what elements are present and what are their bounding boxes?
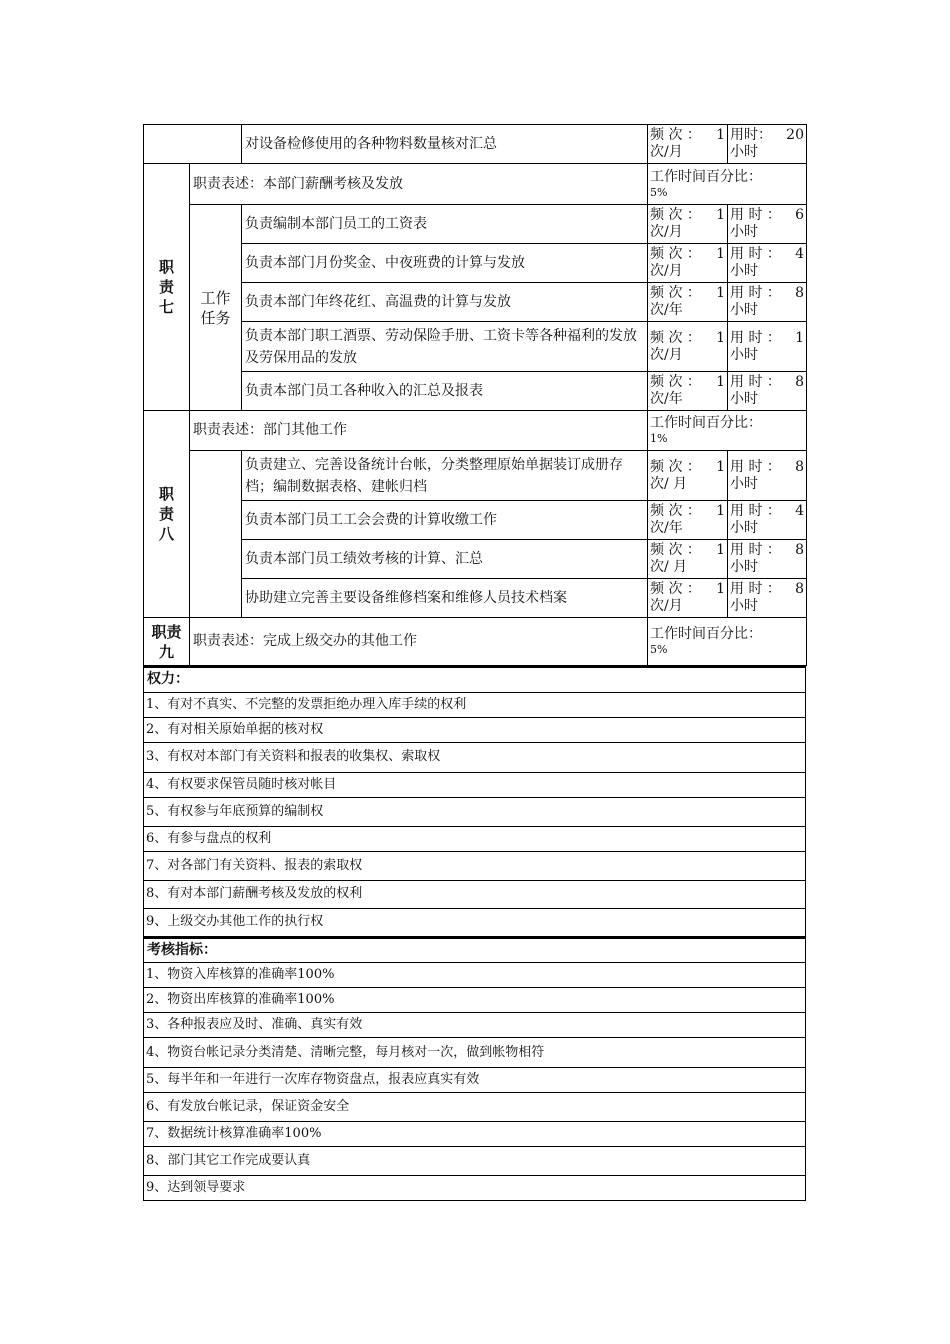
list-item [144,1013,806,1038]
task-row [144,372,807,411]
list-item-text: 4、有权要求保管员随时核对帐目 [144,772,806,797]
frequency-cell: 频 次 ： 1 次/年 [648,501,728,540]
list-item [144,772,806,797]
hours-cell: 用 时 ： 8 小时 [728,451,807,501]
empty-cell [190,451,242,618]
task-text: 负责本部门年终花红、高温费的计算与发放 [242,283,648,322]
list-item-text: 2、物资出库核算的准确率100% [144,988,806,1013]
job-description-document [143,124,806,1201]
task-row [144,125,807,164]
frequency-cell: 频 次 ： 1 次/月 [648,579,728,618]
task-text: 负责本部门员工各种收入的汇总及报表 [242,372,648,411]
frequency-cell: 频 次 ： 1 次/年 [648,283,728,322]
frequency-cell: 频 次 ： 1 次/月 [648,125,728,164]
list-item [144,742,806,772]
list-item [144,1093,806,1122]
list-item-text: 4、物资台帐记录分类清楚、清晰完整，每月核对一次，做到帐物相符 [144,1038,806,1068]
duty-description: 职责表述：完成上级交办的其他工作 [190,618,648,666]
list-item-text: 1、物资入库核算的准确率100% [144,963,806,988]
task-row [144,451,807,501]
powers-table [143,666,806,937]
hours-cell: 用 时 ： 4 小时 [728,244,807,283]
list-item [144,1176,806,1201]
frequency-cell: 频 次 ： 1 次/ 月 [648,540,728,579]
frequency-cell: 频 次 ： 1 次/ 月 [648,451,728,501]
task-label: 工作任务 [190,205,242,411]
duty-label: 职责八 [144,411,190,618]
section-heading-row [144,667,806,692]
task-row [144,579,807,618]
list-item-text: 7、对各部门有关资料、报表的索取权 [144,851,806,880]
duty-description: 职责表述：部门其他工作 [190,411,648,451]
list-item [144,1147,806,1176]
task-row [144,501,807,540]
time-percentage: 工作时间百分比： 5% [648,164,807,205]
list-item-text: 3、各种报表应及时、准确、真实有效 [144,1013,806,1038]
list-item-text: 1、有对不真实、不完整的发票拒绝办理入库手续的权利 [144,692,806,717]
duty-label: 职责七 [144,164,190,411]
time-percentage: 工作时间百分比： 1% [648,411,807,451]
duty-label: 职责九 [144,618,190,666]
list-item-text: 8、有对本部门薪酬考核及发放的权利 [144,880,806,908]
hours-cell: 用 时 ： 4 小时 [728,501,807,540]
task-text: 负责本部门员工工会会费的计算收缴工作 [242,501,648,540]
hours-cell: 用 时 ： 8 小时 [728,579,807,618]
frequency-cell: 频 次 ： 1 次/月 [648,205,728,244]
duty-description-row [144,618,807,666]
task-text: 负责本部门月份奖金、中夜班费的计算与发放 [242,244,648,283]
list-item-text: 6、有参与盘点的权利 [144,826,806,851]
duties-table [143,124,807,666]
list-item-text: 5、每半年和一年进行一次库存物资盘点，报表应真实有效 [144,1068,806,1093]
task-row [144,244,807,283]
list-item-text: 9、上级交办其他工作的执行权 [144,908,806,936]
list-item-text: 2、有对相关原始单据的核对权 [144,717,806,742]
empty-cell [144,125,242,164]
task-text: 对设备检修使用的各种物料数量核对汇总 [242,125,648,164]
list-item [144,797,806,826]
section-heading-row [144,938,806,963]
list-item-text: 6、有发放台帐记录，保证资金安全 [144,1093,806,1122]
hours-cell: 用 时 ： 8 小时 [728,283,807,322]
list-item [144,880,806,908]
task-row [144,283,807,322]
duty-description-row [144,411,807,451]
hours-cell: 用 时 ： 1 小时 [728,322,807,372]
list-item [144,1038,806,1068]
list-item [144,1068,806,1093]
task-row [144,540,807,579]
list-item-text: 8、部门其它工作完成要认真 [144,1147,806,1176]
list-item-text: 9、达到领导要求 [144,1176,806,1201]
list-item [144,692,806,717]
list-item [144,1122,806,1147]
list-item [144,826,806,851]
task-text: 负责本部门职工酒票、劳动保险手册、工资卡等各种福利的发放及劳保用品的发放 [242,322,648,372]
time-percentage: 工作时间百分比： 5% [648,618,807,666]
task-text: 负责本部门员工绩效考核的计算、汇总 [242,540,648,579]
frequency-cell: 频 次 ： 1 次/月 [648,322,728,372]
duty-description: 职责表述：本部门薪酬考核及发放 [190,164,648,205]
kpi-table [143,937,806,1202]
list-item [144,851,806,880]
hours-cell: 用 时 ： 8 小时 [728,372,807,411]
list-item [144,717,806,742]
hours-cell: 用时： 20 小时 [728,125,807,164]
hours-cell: 用 时 ： 8 小时 [728,540,807,579]
task-row [144,205,807,244]
frequency-cell: 频 次 ： 1 次/月 [648,244,728,283]
task-row [144,322,807,372]
list-item-text: 5、有权参与年底预算的编制权 [144,797,806,826]
frequency-cell: 频 次 ： 1 次/年 [648,372,728,411]
task-text: 负责建立、完善设备统计台帐，分类整理原始单据装订成册存档；编制数据表格、建帐归档 [242,451,648,501]
list-item-text: 3、有权对本部门有关资料和报表的收集权、索取权 [144,742,806,772]
powers-heading: 权力： [144,667,806,692]
kpi-heading: 考核指标： [144,938,806,963]
hours-cell: 用 时 ： 6 小时 [728,205,807,244]
list-item-text: 7、数据统计核算准确率100% [144,1122,806,1147]
list-item [144,908,806,936]
list-item [144,963,806,988]
task-text: 负责编制本部门员工的工资表 [242,205,648,244]
duty-description-row [144,164,807,205]
list-item [144,988,806,1013]
task-text: 协助建立完善主要设备维修档案和维修人员技术档案 [242,579,648,618]
